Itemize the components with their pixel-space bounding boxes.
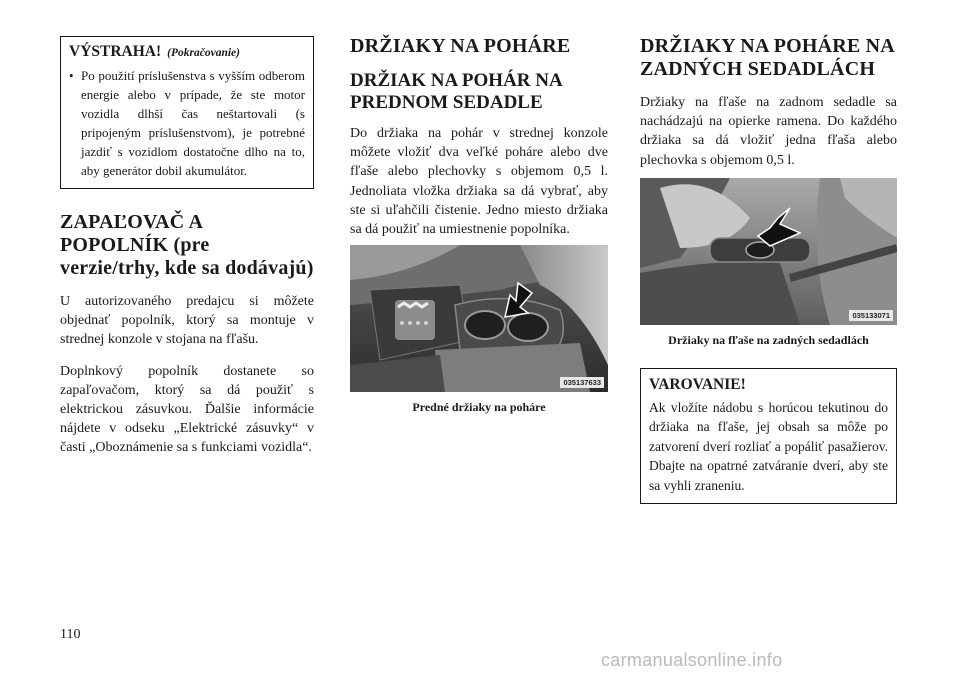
rear-cupholder-caption: Držiaky na fľaše na zadných sedadlách	[668, 332, 869, 347]
cupholders-heading: DRŽIAKY NA POHÁRE	[350, 35, 571, 57]
caution-title: VAROVANIE!	[649, 375, 746, 393]
warning-continued-box	[60, 36, 314, 189]
lighter-heading: ZAPAĽOVAČ A POPOLNÍK (pre verzie/trhy, kde sa dodávajú)	[60, 211, 314, 279]
front-cupholder-photo	[350, 245, 608, 392]
front-cupholder-text: Do držiaka na pohár v strednej konzole môžete vložiť dva veľké poháre alebo dve fľaše alebo plechovky s objemom 0,5 l. Jednoliata vložka držiaka sa dá vybrať, aby ste si uľahčili čistenie. Jedno miesto držiaka sa dá použiť na umiestnenie popolníka.	[350, 126, 608, 238]
middle-column	[350, 36, 608, 415]
watermark: carmanualsonline.info	[601, 650, 783, 670]
page-number: 110	[60, 627, 81, 642]
rear-cupholder-text: Držiaky na fľaše na zadnom sedadle sa nachádzajú na opierke ramena. Do každého držiaka sa dá vložiť jedna fľaša alebo plechovka s objemom 0,5 l.	[640, 95, 897, 168]
bullet-icon: •	[69, 68, 74, 83]
image-code: 035133071	[849, 310, 893, 321]
caution-box	[640, 368, 897, 505]
caution-text: Ak vložíte nádobu s horúcou tekutinou do držiaka na fľaše, jej obsah sa môže po zatvorení dverí rozliať a popáliť pasažierov. Dbajte na opatrné zatváranie dverí, aby ste sa vyhli zraneniu.	[649, 399, 888, 493]
warning-bullet: • Po použití príslušenstva s vyšším odberom energie alebo v prípade, že ste motor vozidla dlhší čas neštartovali (s pripojeným príslušenstvom), je potrebné jazdiť s vozidlom dostatočne dlho na to, aby generátor dobil akumulátor.	[69, 68, 305, 178]
warning-title: VÝSTRAHA! (Pokračovanie)	[69, 43, 240, 60]
rear-cupholder-heading: DRŽIAKY NA POHÁRE NA ZADNÝCH SEDADLÁCH	[640, 35, 894, 80]
warning-subtitle: (Pokračovanie)	[167, 47, 240, 59]
lighter-paragraph-2: Doplnkový popolník dostanete so zapaľovačom, ktorý sa dá použiť s elektrickou zásuvkou. Ďalšie informácie nájdete v odseku „Elektrické zásuvky“ v časti „Oboznámenie sa s funkciami vozidla“.	[60, 363, 314, 456]
right-column	[640, 36, 897, 504]
front-cupholder-heading: DRŽIAK NA POHÁR NA PREDNOM SEDADLE	[350, 70, 562, 113]
rear-cupholder-photo	[640, 178, 897, 325]
left-column	[60, 36, 314, 458]
image-code: 035137633	[560, 377, 604, 388]
front-cupholder-caption: Predné držiaky na poháre	[412, 400, 546, 415]
lighter-paragraph-1: U autorizovaného predajcu si môžete objednať popolník, ktorý sa montuje v strednej konzole v stojana na fľašu.	[60, 294, 314, 348]
